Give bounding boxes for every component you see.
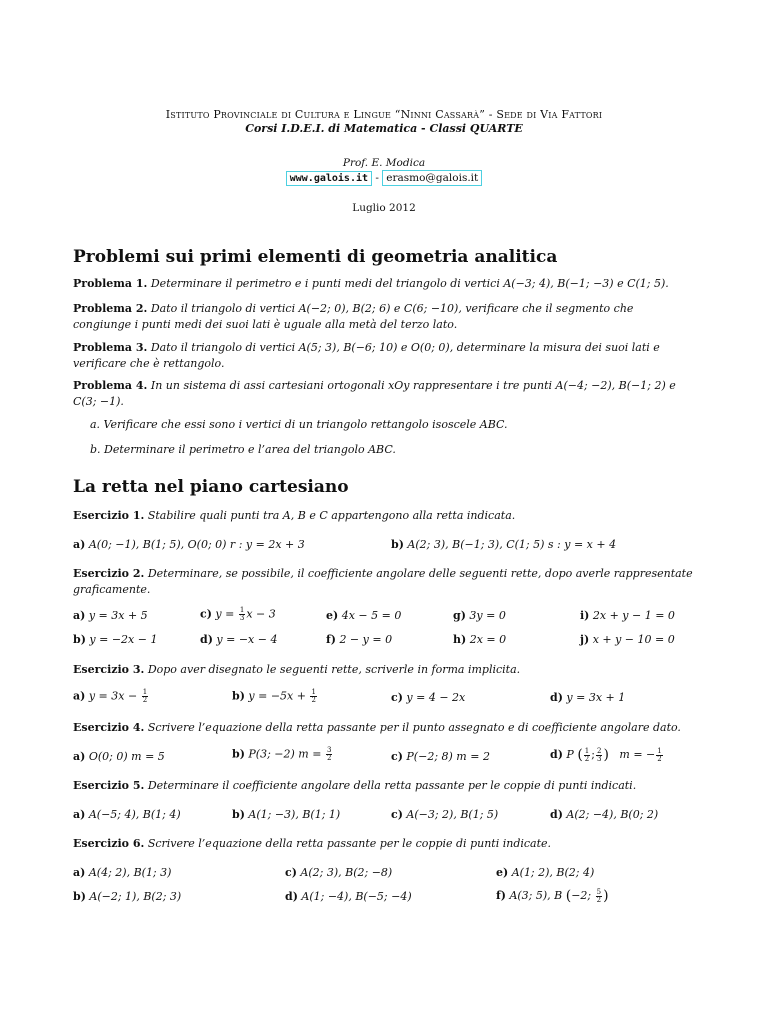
ex2-g: g) 3y = 0 (453, 609, 506, 622)
ex5-b: b) A(1; −3), B(1; 1) (232, 808, 341, 821)
class-name: Classi QUARTE (429, 122, 523, 135)
section-title-line: La retta nel piano cartesiano (73, 477, 349, 497)
problem-2: Problema 2. Dato il triangolo di vertici A(−2; 0), B(2; 6) e C(6; −10), verificare che il segmento che congiunge i punti medi dei suoi lati è uguale alla metà del terzo lato. (73, 302, 634, 331)
ex2-e: e) 4x − 5 = 0 (326, 609, 402, 622)
exercise-5: Esercizio 5. Determinare il coefficiente angolare della retta passante per le coppie di punti indicati. (73, 779, 637, 792)
exercise-2: Esercizio 2. Determinare, se possibile, il coefficiente angolare delle seguenti rette, dopo averle rappresentate graficamente. (73, 567, 693, 596)
problem-3: Problema 3. Dato il triangolo di vertici A(5; 3), B(−6; 10) e O(0; 0), determinare la misura dei suoi lati e verificare che è rettangolo. (73, 341, 660, 370)
course-name: Corsi I.D.E.I. di Matematica (245, 122, 418, 135)
ex6-b: b) A(−2; 1), B(2; 3) (73, 890, 182, 903)
ex5-a: a) A(−5; 4), B(1; 4) (73, 808, 181, 821)
website-link[interactable]: www.galois.it (286, 171, 372, 186)
ex3-b: b) y = −5x + $\frac{1}{2}$ (232, 688, 316, 704)
ex6-d: d) A(1; −4), B(−5; −4) (285, 890, 412, 903)
ex2-b: b) y = −2x − 1 (73, 633, 158, 646)
ex5-d: d) A(2; −4), B(0; 2) (550, 808, 659, 821)
ex1-a: a) A(0; −1), B(1; 5), O(0; 0) r : y = 2x + 3 (73, 538, 305, 551)
exercise-6: Esercizio 6. Scrivere l’equazione della retta passante per le coppie di punti indicate. (73, 837, 552, 850)
section-title-problems: Problemi sui primi elementi di geometria analitica (73, 247, 558, 267)
ex5-c: c) A(−3; 2), B(1; 5) (391, 808, 499, 821)
ex3-d: d) y = 3x + 1 (550, 691, 626, 704)
ex6-a: a) A(4; 2), B(1; 3) (73, 866, 172, 879)
problem-1: Problema 1. Determinare il perimetro e i punti medi del triangolo di vertici A(−3; 4), B(−1; −3) e C(1; 5). (73, 277, 669, 290)
ex2-f: f) 2 − y = 0 (326, 633, 393, 646)
contact-links: www.galois.it - erasmo@galois.it (0, 170, 768, 186)
ex4-b: b) P(3; −2) m = $\frac{3}{2}$ (232, 746, 332, 762)
ex6-c: c) A(2; 3), B(2; −8) (285, 866, 393, 879)
ex4-a: a) O(0; 0) m = 5 (73, 750, 165, 763)
problem-4: Problema 4. In un sistema di assi cartesiani ortogonali xOy rappresentare i tre punti A(−4; −2), B(−1; 2) e C(3; −1). (73, 379, 676, 408)
institute-header: Istituto Provinciale di Cultura e Lingue “Ninni Cassarà” - Sede di Via Fattori (165, 108, 603, 121)
ex2-h: h) 2x = 0 (453, 633, 507, 646)
problem-4-sub-a: a. Verificare che essi sono i vertici di un triangolo rettangolo isoscele ABC. (90, 418, 508, 431)
ex2-i: i) 2x + y − 1 = 0 (580, 609, 675, 622)
problem-4-sub-b: b. Determinare il perimetro e l’area del triangolo ABC. (90, 443, 396, 456)
ex4-d: d) P ( $\frac{1}{2}$ ; $\frac{2}{3}$ ) m = − $\frac{1}{2}$ (550, 746, 662, 763)
ex1-b: b) A(2; 3), B(−1; 3), C(1; 5) s : y = x + 4 (391, 538, 617, 551)
ex6-f: f) A(3; 5), B (−2; $\frac{5}{2}$ ) (496, 887, 609, 904)
course-header: Corsi I.D.E.I. di Matematica - Classi QUARTE (245, 122, 523, 135)
author: Prof. E. Modica (342, 157, 426, 169)
ex3-a: a) y = 3x − $\frac{1}{2}$ (73, 688, 148, 704)
exercise-4: Esercizio 4. Scrivere l’equazione della retta passante per il punto assegnato e di coefficiente angolare dato. (73, 721, 681, 734)
ex4-c: c) P(−2; 8) m = 2 (391, 750, 490, 763)
ex2-c: c) y = $\frac{1}{3}$ x − 3 (200, 606, 276, 622)
document-date: Luglio 2012 (352, 202, 416, 214)
ex6-e: e) A(1; 2), B(2; 4) (496, 866, 595, 879)
ex2-d: d) y = −x − 4 (200, 633, 278, 646)
email-link[interactable]: erasmo@galois.it (382, 170, 482, 186)
ex2-j: j) x + y − 10 = 0 (580, 633, 675, 646)
exercise-3: Esercizio 3. Dopo aver disegnato le seguenti rette, scriverle in forma implicita. (73, 663, 521, 676)
ex2-a: a) y = 3x + 5 (73, 609, 148, 622)
ex3-c: c) y = 4 − 2x (391, 691, 466, 704)
exercise-1: Esercizio 1. Stabilire quali punti tra A, B e C appartengono alla retta indicata. (73, 509, 516, 522)
